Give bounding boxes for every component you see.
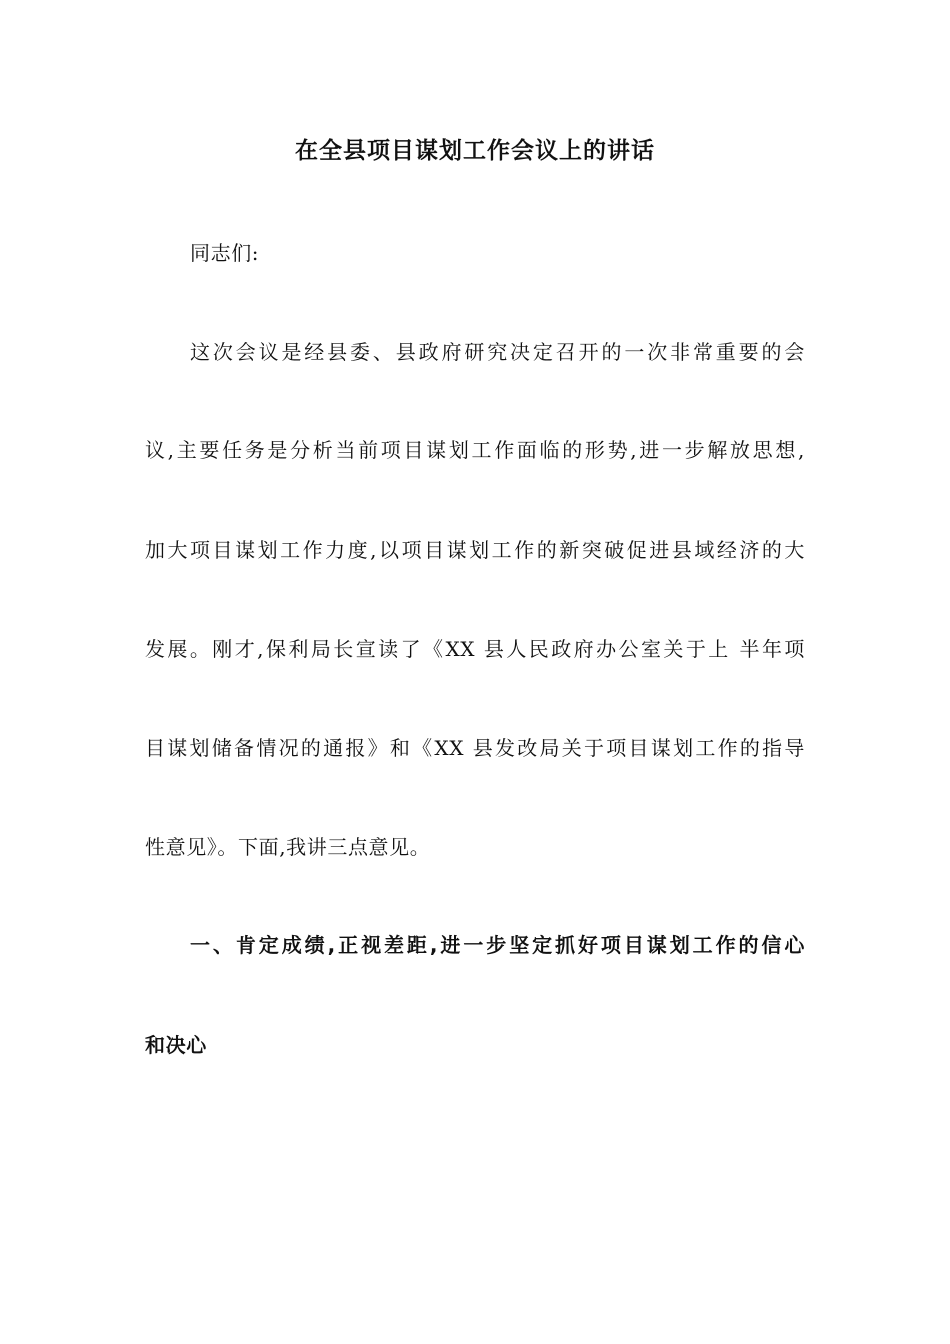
section-heading: 一、肯定成绩,正视差距,进一步坚定抓好项目谋划工作的信心 xyxy=(190,933,805,957)
paragraph-line: 发展。刚才,保利局长宣读了《XX 县人民政府办公室关于上 半年项 xyxy=(145,637,805,661)
salutation: 同志们: xyxy=(190,241,260,265)
paragraph-line: 议,主要任务是分析当前项目谋划工作面临的形势,进一步解放思想, xyxy=(145,438,805,462)
paragraph-line: 加大项目谋划工作力度,以项目谋划工作的新突破促进县域经济的大 xyxy=(145,538,805,562)
paragraph-line: 目谋划储备情况的通报》和《XX 县发改局关于项目谋划工作的指导 xyxy=(145,736,805,760)
paragraph-line: 性意见》。下面,我讲三点意见。 xyxy=(145,835,431,859)
paragraph-line: 这次会议是经县委、县政府研究决定召开的一次非常重要的会 xyxy=(190,340,805,364)
document-title: 在全县项目谋划工作会议上的讲话 xyxy=(295,138,655,164)
section-heading-continuation: 和决心 xyxy=(145,1033,207,1057)
